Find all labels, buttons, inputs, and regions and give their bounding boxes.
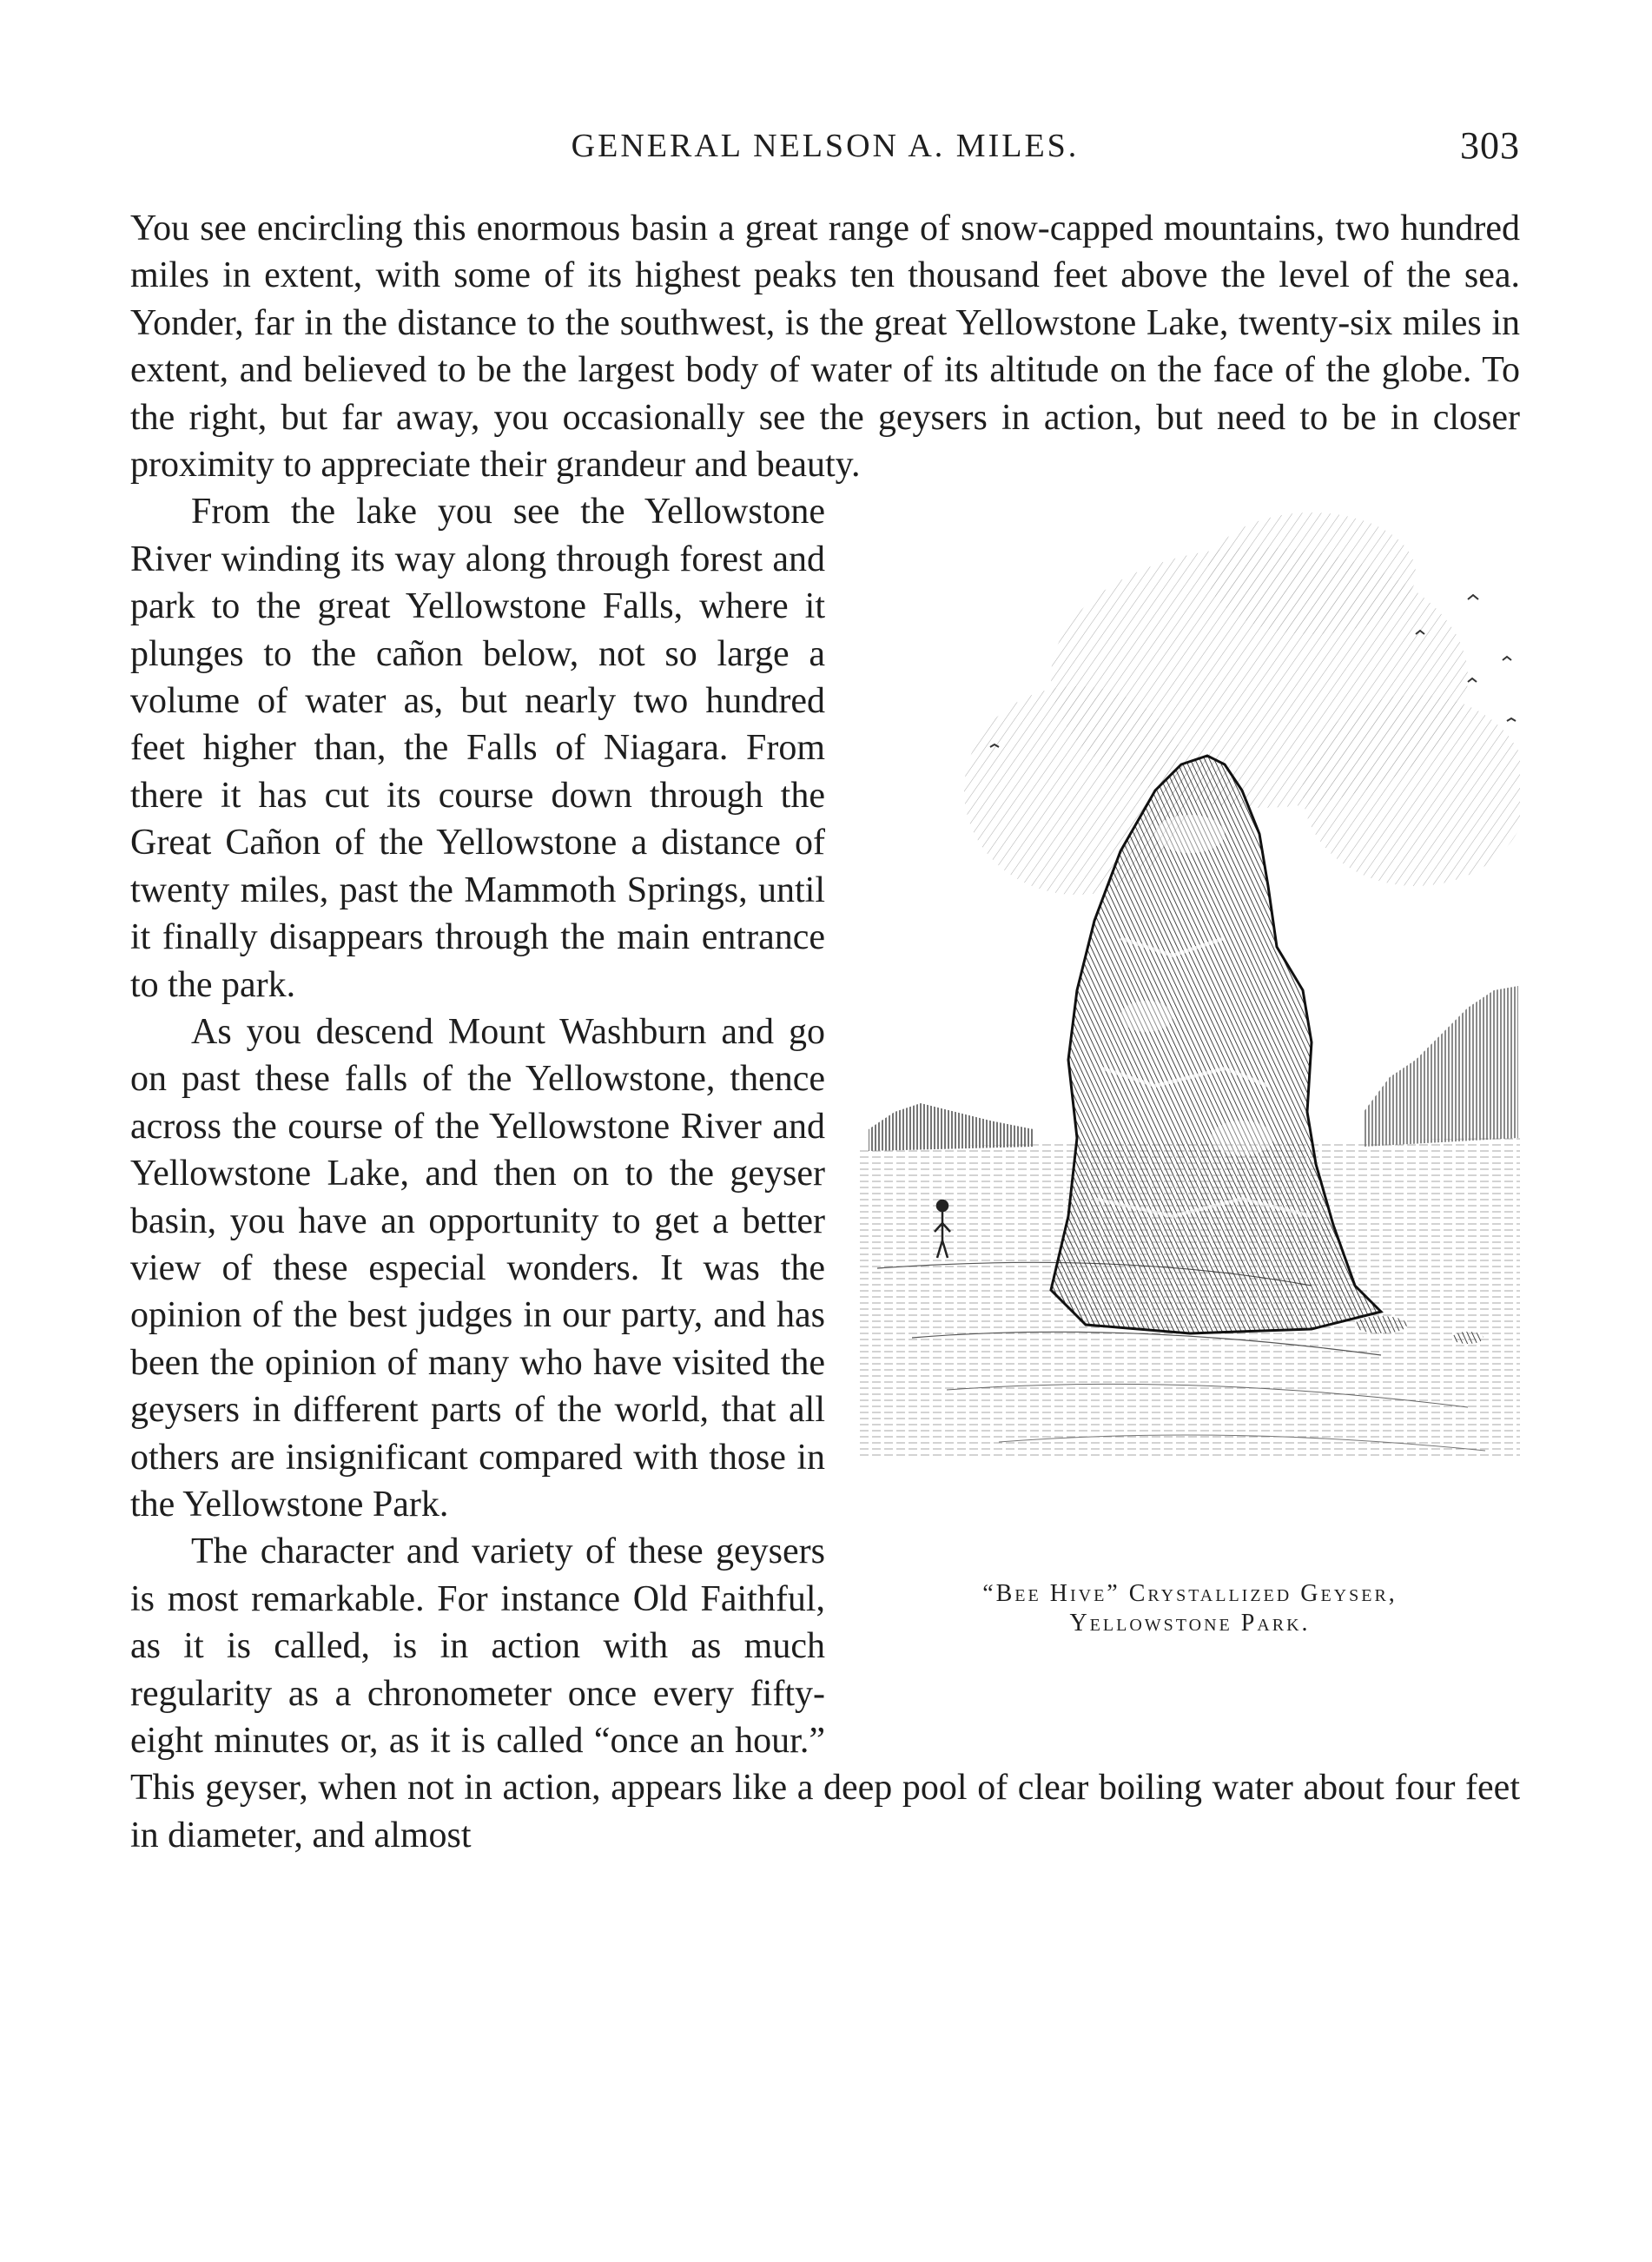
caption-line-1: “Bee Hive” Crystallized Geyser,: [982, 1580, 1398, 1608]
running-title: GENERAL NELSON A. MILES.: [571, 128, 1080, 164]
paragraph-4: The character and variety of these geysers is most remarkable. For instance Old Faithful, as it is called, is in action with as much regularity as a chronometer once every fifty-eight minutes or, as it is called “once an hour.” This geyser, when not in action, appears like a deep pool of clear boiling water about four feet in diameter, and almost: [130, 1531, 1520, 1855]
paragraph-1: You see encircling this enormous basin a great range of snow-capped mountains, two hundred miles in extent, with some of its highest peaks ten thousand feet above the level of the sea. Yonder, far in the distance to the southwest, is the great Yellowstone Lake, twenty-six miles in extent, and believed to be the largest body of water of its altitude on the face of the globe. To the right, but far away, you occasionally see the geysers in action, but need to be in closer proximity to appreciate their grandeur and beauty.: [130, 208, 1520, 486]
figure-caption: [860, 1579, 1520, 1638]
geyser-illustration-figure: [860, 504, 1520, 1746]
paragraph-2: From the lake you see the Yellowstone River winding its way along through forest and park to the great Yellowstone Falls, where it plunges to the cañon below, not so large a volume of water as, but nearly two hundred feet higher than, the Falls of Niagara. From there it has cut its course down through the Great Cañon of the Yellowstone a distance of twenty miles, past the Mammoth Springs, until it finally disappears through the main entrance to the park.: [130, 492, 825, 1005]
body-text: [130, 205, 1520, 1859]
page-number: 303: [1460, 124, 1520, 167]
bee-hive-geyser-engraving: [860, 504, 1520, 1616]
paragraph-3: As you descend Mount Washburn and go on past these falls of the Yellowstone, thence across the course of the Yellowstone River and Yellowstone Lake, and then on to the geyser basin, you have an opportunity to get a better view of these especial wonders. It was the opinion of the best judges in our party, and has been the opinion of many who have visited the geysers in different parts of the world, that all others are insignificant compared with those in the Yellowstone Park.: [130, 1011, 825, 1525]
running-head: [130, 120, 1520, 172]
caption-line-2: Yellowstone Park.: [1069, 1610, 1311, 1637]
